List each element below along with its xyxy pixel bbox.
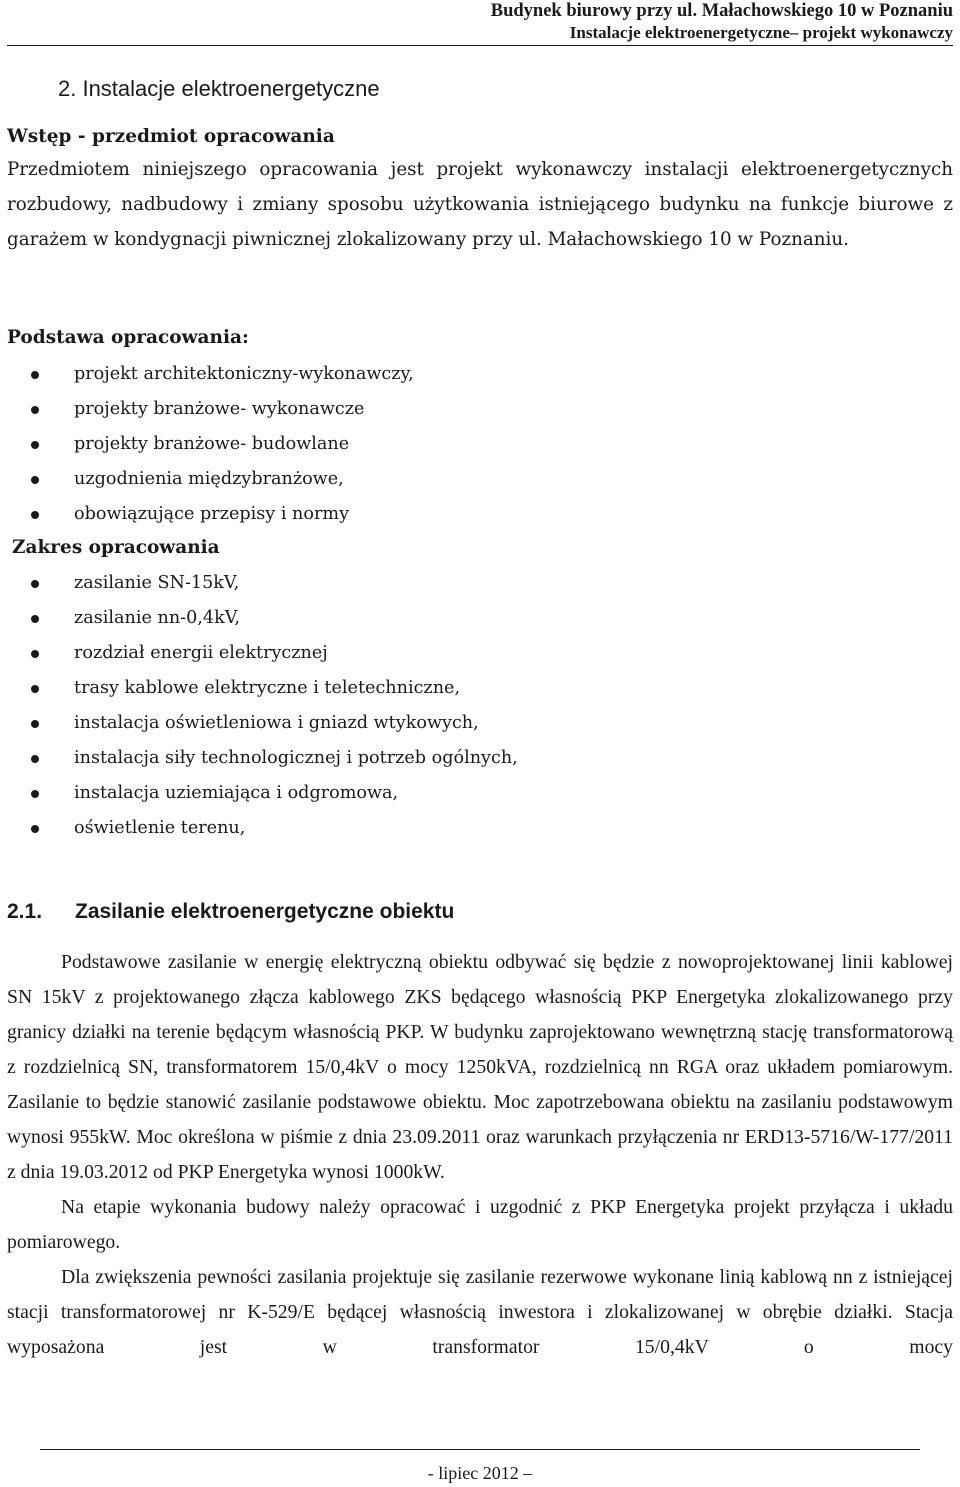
paragraph: Dla zwiększenia pewności zasilania projektuje się zasilanie rezerwowe wykonane linią kablową nn z istniejącej stacji transformatorowej nr K-529/E będącej własnością inwestora i zlokalizowanej w obrębie działki. Stacja wyposażona jest w transformator 15/0,4kV o mocy	[7, 1266, 953, 1358]
list-item: obowiązujące przepisy i normy	[7, 497, 414, 532]
list-item: instalacja oświetleniowa i gniazd wtykowych,	[7, 706, 518, 741]
zakres-label: Zakres opracowania	[12, 537, 220, 558]
zakres-list	[7, 566, 518, 846]
subsection-heading	[7, 898, 454, 926]
list-item: trasy kablowe elektryczne i teletechniczne,	[7, 671, 518, 706]
list-item: instalacja siły technologicznej i potrzeb ogólnych,	[7, 741, 518, 776]
section-title: 2. Instalacje elektroenergetyczne	[58, 76, 380, 101]
subsection-body	[7, 945, 953, 1365]
list-item: zasilanie nn-0,4kV,	[7, 601, 518, 636]
podstawa-list	[7, 357, 414, 532]
intro-paragraph: Przedmiotem niniejszego opracowania jest projekt wykonawczy instalacji elektroenergetycznych rozbudowy, nadbudowy i zmiany sposobu użytkowania istniejącego budynku na funkcje biurowe z garażem w kondygnacji piwnicznej zlokalizowany przy ul. Małachowskiego 10 w Poznaniu.	[7, 159, 953, 250]
list-item: uzgodnienia międzybranżowe,	[7, 462, 414, 497]
list-item: projekty branżowe- budowlane	[7, 427, 414, 462]
subsection-title: Zasilanie elektroenergetyczne obiektu	[75, 900, 455, 923]
header-building-line: Budynek biurowy przy ul. Małachowskiego 10 w Poznaniu	[490, 1, 953, 21]
list-item: projekty branżowe- wykonawcze	[7, 392, 414, 427]
subsection-number: 2.1.	[7, 900, 43, 923]
list-item: oświetlenie terenu,	[7, 811, 518, 846]
paragraph: Podstawowe zasilanie w energię elektryczną obiektu odbywać się będzie z nowoprojektowanej linii kablowej SN 15kV z projektowanego złącza kablowego ZKS będącego własnością PKP Energetyka zlokalizowanego przy granicy działki na terenie będącym własnością PKP. W budynku zaprojektowano wewnętrzną stację transformatorową z rozdzielnicą SN, transformatorem 15/0,4kV o mocy 1250kVA, rozdzielnicą nn RGA oraz układem pomiarowym. Zasilanie to będzie stanowić zasilanie podstawowe obiektu. Moc zapotrzebowana obiektu na zasilaniu podstawowym wynosi 955kW. Moc określona w piśmie z dnia 23.09.2011 oraz warunkach przyłączenia nr ERD13-5716/W-177/2011 z dnia 19.03.2012 od PKP Energetyka wynosi 1000kW.	[7, 951, 953, 1183]
page-footer: - lipiec 2012 –	[427, 1463, 533, 1483]
list-item: projekt architektoniczny-wykonawczy,	[7, 357, 414, 392]
list-item: zasilanie SN-15kV,	[7, 566, 518, 601]
podstawa-label: Podstawa opracowania:	[7, 327, 249, 348]
running-header	[491, 0, 953, 43]
footer-rule	[40, 1449, 920, 1450]
list-item: rozdział energii elektrycznej	[7, 636, 518, 671]
header-rule	[7, 45, 953, 46]
intro-label: Wstęp - przedmiot opracowania	[7, 126, 335, 147]
paragraph: Na etapie wykonania budowy należy opracować i uzgodnić z PKP Energetyka projekt przyłącza i układu pomiarowego.	[7, 1196, 953, 1253]
list-item: instalacja uziemiająca i odgromowa,	[7, 776, 518, 811]
header-project-line: Instalacje elektroenergetyczne– projekt wykonawczy	[569, 23, 953, 42]
